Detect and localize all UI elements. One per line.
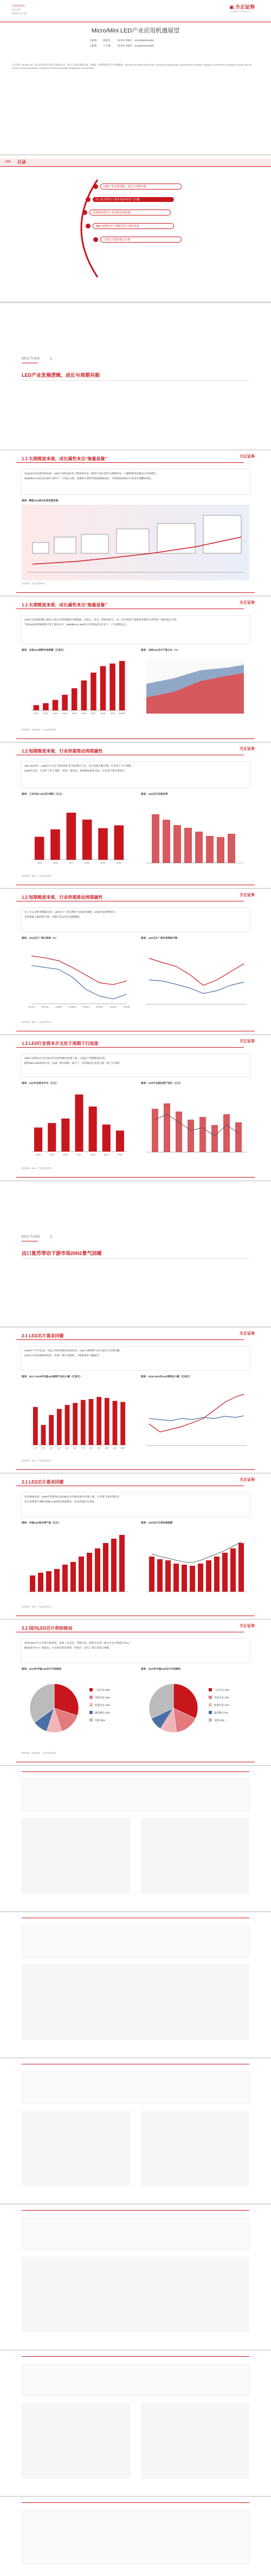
bullet-item: 存货周转天数持续下降，反映行业去库存进展顺利。 xyxy=(24,916,82,918)
bullet-box xyxy=(21,1346,250,1371)
bar xyxy=(48,1123,56,1152)
legend-label: 其他 35% xyxy=(95,1719,106,1722)
toc-list xyxy=(93,184,182,243)
text-block xyxy=(22,1925,249,1958)
chart-title: 图表：2017-2019年中国LED照明产品出口额（亿美元） xyxy=(22,1375,82,1378)
chart-title: 图表：2020年中国LED芯片市场格局 xyxy=(141,1668,181,1670)
tick-label: 2017Q1 xyxy=(28,1006,35,1008)
toc-bullet-icon xyxy=(86,224,91,228)
bar xyxy=(65,1405,70,1445)
brand-logo: 方正证券 xyxy=(240,747,255,751)
bullet-item: 当前LED照明渗透率已处于较高水平，Mini/Micro LED显示应用将成为行业下一个主要增长点。 xyxy=(24,623,128,626)
figure-block xyxy=(22,1964,249,2040)
tick-label: 2019 xyxy=(110,712,115,715)
industry: 电子行业 xyxy=(12,8,21,11)
tick-label: 2015 xyxy=(37,861,42,864)
chart-title: 图表：全球LED照明市场规模（亿美元） xyxy=(22,649,66,651)
legend-label: 其他 32% xyxy=(214,1719,225,1722)
bar xyxy=(113,1401,118,1445)
tick-label: 2017Q3 xyxy=(41,1006,49,1008)
tick-label: 2016 xyxy=(53,861,58,864)
toc-page xyxy=(0,155,271,302)
bullet-item: Mini/Micro LED 是LED行业的下一个成长主线，高端显示将带来海量像素需求，有望推动LED芯片需求实现翻倍增长。 xyxy=(24,477,154,480)
continuation-page xyxy=(0,2205,271,2350)
brand-logo: 方正证券 xyxy=(240,1624,255,1628)
legend-swatch xyxy=(209,1718,212,1722)
cover-bottom-area xyxy=(0,87,271,154)
section-divider xyxy=(22,380,249,381)
figure-block xyxy=(141,2110,249,2186)
toc-item[interactable] xyxy=(86,197,182,202)
bullet-item: LED行业资本开支在2017年达到高峰后持续下滑，目前处于周期底部区域。 xyxy=(24,1057,107,1060)
section-label: SECTION 1 xyxy=(22,357,53,361)
tick-label: 2020Q1 xyxy=(109,1006,117,1008)
slide-rule xyxy=(22,2210,249,2211)
tick-label: 7月 xyxy=(81,1447,85,1449)
legend-swatch xyxy=(89,1703,93,1707)
bar xyxy=(98,828,108,860)
toc-item-label: Mini LED带动产业链技术与格局变化 xyxy=(93,223,174,229)
slide-1-2b xyxy=(0,889,271,1034)
slide-1-2 xyxy=(0,743,271,888)
section-title: 出口复苏带动下游市场20H2景气回暖 xyxy=(22,1251,102,1256)
analyst-row: 分析师： 陈航杰 执业证书编号：S1220520010004 xyxy=(89,39,154,42)
slide-title: 2.1 LED芯片需求回暖 xyxy=(22,1479,63,1485)
timeline-diagram xyxy=(22,505,249,580)
tick-label: 8月 xyxy=(89,1447,93,1449)
slide-2-2 xyxy=(0,1620,271,1765)
chart-title: 图表：2019年中国LED芯片市场格局 xyxy=(22,1668,62,1670)
tick-label: 3月 xyxy=(49,1447,53,1449)
tick-label: 10月 xyxy=(105,1447,109,1449)
brand-logo: 方正证券 xyxy=(240,601,255,605)
brand-logo: ▣ 方正证券 FOUNDER SECURITIES xyxy=(229,4,255,12)
bar xyxy=(81,681,87,710)
bullet-item: 从上市公司财务数据来看，LED芯片厂商毛利率于2019年触底，2020年起逐季回升。 xyxy=(24,911,118,913)
tick-label: 2016 xyxy=(81,712,87,715)
slide-2-1 xyxy=(0,1328,271,1473)
bullet-item: 2020年以来，行业扩产趋于理性，部分厂商退出，供需格局逐步改善，行业景气度有望回升。 xyxy=(24,769,127,772)
tick-label: 2020 xyxy=(116,861,121,864)
bar xyxy=(105,1398,109,1445)
bullet-box xyxy=(21,907,250,932)
source-note: 资料来源：Wind，方正证券研究所 xyxy=(22,1460,51,1462)
slide-2-1b xyxy=(0,1474,271,1619)
text-block xyxy=(22,2071,249,2104)
slide-title: 1.2 短期维度来看，行业供需推动周期属性 xyxy=(22,894,102,900)
section-title: LED产业发展逻辑，成长与周期共振 xyxy=(22,372,100,378)
figure-block xyxy=(22,2257,249,2332)
section2-page xyxy=(0,1181,271,1326)
source-note: 资料来源：Wind，方正证券研究所 xyxy=(22,875,51,877)
bullet-item: 从价格端来看，2020年四季度以来LED芯片价格企稳并出现上涨，行业景气度显著回升。 xyxy=(24,1495,122,1498)
bar xyxy=(41,1425,46,1445)
text-block xyxy=(22,2218,249,2250)
tick-label: 2020E xyxy=(119,712,125,715)
tick-label: 2015 xyxy=(49,1153,55,1156)
footer-rule xyxy=(16,1177,255,1178)
bar xyxy=(114,825,124,860)
toc-item[interactable] xyxy=(82,210,182,215)
tick-label: 12月 xyxy=(120,1447,125,1449)
slide-rule xyxy=(22,1771,249,1772)
tick-label: 2018 xyxy=(85,861,90,864)
bar xyxy=(53,700,59,710)
analyst-list xyxy=(89,39,187,48)
tick-label: 2018 xyxy=(100,712,106,715)
cover-page xyxy=(0,0,271,154)
toc-item[interactable] xyxy=(86,223,182,229)
tick-label: 2020 xyxy=(117,1153,122,1156)
slide-title: 1.1 长期维度来看，成长属性来自“海量显像” xyxy=(22,456,107,462)
brand-logo: 方正证券 xyxy=(240,893,255,897)
continuation-page xyxy=(0,1766,271,1911)
tick-label: 6月 xyxy=(73,1447,77,1449)
legend-swatch xyxy=(209,1688,212,1691)
bar xyxy=(33,1407,38,1445)
bar xyxy=(34,705,40,710)
bar xyxy=(109,664,115,710)
bar xyxy=(67,813,76,860)
bullet-item: 国内LED芯片行业集中度较高，头部三安光电、华灿光电、乾照光电等厂商合计市占率超过70%。 xyxy=(24,1642,132,1644)
footer-rule xyxy=(16,592,255,593)
bar xyxy=(89,1107,97,1152)
source-note: 资料来源：Wind，方正证券研究所 xyxy=(22,1606,51,1608)
legend-label: 乾照光电 11% xyxy=(214,1704,229,1707)
tick-label: 2018Q3 xyxy=(69,1006,76,1008)
toc-bullet-icon xyxy=(86,197,91,202)
bullet-item: 显示屏领域小间距及Mini LED需求快速增长，拉动高端芯片需求。 xyxy=(24,1500,97,1503)
figure-block xyxy=(141,2403,249,2479)
toc-chevrons: >> xyxy=(5,159,11,164)
tick-label: 2019Q1 xyxy=(82,1006,89,1008)
brand-logo: 方正证券 xyxy=(240,455,255,459)
bar xyxy=(57,1409,62,1445)
footer-rule xyxy=(16,738,255,739)
section-label: SECTION 2 xyxy=(22,1235,53,1239)
bar xyxy=(96,1397,101,1445)
bullet-box xyxy=(21,1638,250,1663)
chart-title: 图表：全球LED芯片产能占比（%） xyxy=(141,649,180,651)
display-bar-chart xyxy=(22,1527,130,1600)
legend-swatch xyxy=(89,1718,93,1722)
chart-title: 图表：微型LED显示应用发展历程 xyxy=(22,499,59,502)
chart-title: 图表：LED芯片月度价格指数 xyxy=(141,1521,173,1524)
toc-item[interactable] xyxy=(93,237,182,243)
slide-title: 1.1 长期维度来看，成长属性来自“海量显像” xyxy=(22,602,107,608)
bullet-item: 2020年下半年以来，受益于海外疫情后需求复苏，LED下游照明与显示屏出口显著回暖。 xyxy=(24,1349,122,1352)
source-note: 资料来源：Wind，方正证券研究所 xyxy=(22,1021,51,1023)
chart-title: 图表：中国LED显示屏产值（亿元） xyxy=(22,1521,61,1524)
series-line xyxy=(31,956,127,985)
figure-block xyxy=(22,2110,130,2186)
legend-swatch xyxy=(89,1711,93,1714)
toc-item-label: LED产业发展逻辑、成长与周期共振 xyxy=(100,184,182,189)
footer-rule xyxy=(16,1469,255,1470)
bullet-item: 随着部分中小厂商退出，行业集中度有望进一步提升，龙头厂商议价能力增强。 xyxy=(24,1646,112,1649)
bar-chart xyxy=(22,654,130,719)
brand-logo: 方正证券 xyxy=(240,1039,255,1043)
tick-label: 2019Q3 xyxy=(96,1006,104,1008)
toc-bullet-icon xyxy=(82,210,87,215)
chart-title: 图表：LED行业资本开支（亿元） xyxy=(22,1082,59,1084)
toc-rule xyxy=(0,166,271,167)
bar xyxy=(43,703,49,710)
slide-rule xyxy=(22,2502,249,2503)
legend-label: 乾照光电 10% xyxy=(95,1704,111,1707)
bar xyxy=(82,820,92,860)
toc-item-label: 高端LED带动产业持续发展机遇 xyxy=(89,210,171,215)
tick-label: 2018 xyxy=(90,1153,95,1156)
bullet-item: 随着Mini LED需求启动，头部厂商开始新一轮扩产，有望推动行业进入新一轮上行周期。 xyxy=(24,1062,122,1064)
bullet-item: LED行业发展的核心驱动力来自应用领域的不断拓展，从指示、背光、照明到显示，每一次应用的大规模普及都为行业带来了新的成长空间。 xyxy=(24,618,179,621)
brand-logo: 方正证券 xyxy=(240,1332,255,1336)
tick-label: 2017 xyxy=(91,712,96,715)
slide-1-3 xyxy=(0,1035,271,1180)
bar xyxy=(119,661,125,710)
chart-title: 图表：LED芯片价格走势 xyxy=(141,793,168,795)
legend-label: 华灿光电 15% xyxy=(95,1696,111,1699)
bullet-box xyxy=(21,1054,250,1077)
legend-label: 三安光电 30% xyxy=(95,1689,111,1691)
continuation-page xyxy=(0,2351,271,2496)
toc-item-label: 主要公司投资机会分析 xyxy=(100,237,182,243)
bullet-box xyxy=(21,1492,250,1517)
bar xyxy=(102,1124,111,1152)
tick-label: 2020Q3 xyxy=(123,1006,130,1008)
continuation-page xyxy=(0,2497,271,2576)
source-note: 资料来源：LEDinside，方正证券研究所 xyxy=(22,729,56,731)
continuation-page xyxy=(0,2058,271,2204)
stacked-area-chart xyxy=(141,654,249,719)
text-block xyxy=(22,2510,249,2564)
tick-label: 2012 xyxy=(43,712,48,715)
company-disclaimer: 方正证券（601901.SH）是行业领先的大型综合类证券公司，致力于为客户提供交易、投融资、财富管理等全方位金融服务。Founder Securities (601901.SH), an industry-leading large comprehensive securities company, is committed to providing its clients with full services in stock transactions, investment & financing, wealth management, among others. xyxy=(12,64,251,69)
figure-block xyxy=(141,1818,249,1894)
report-type: 证券研究报告 xyxy=(12,4,25,7)
bar xyxy=(89,1399,94,1445)
bar-chart xyxy=(22,1087,130,1160)
bullet-box xyxy=(21,761,250,788)
tick-label: 2014 xyxy=(36,1153,41,1156)
line-chart xyxy=(22,942,130,1012)
legend-swatch xyxy=(89,1696,93,1699)
chart-title: 图表：LED行业固定资产变化（亿元） xyxy=(141,1082,183,1084)
toc-bullet-icon xyxy=(93,184,98,189)
chart-title: 图表：三安光电 LED芯片营收（亿元） xyxy=(22,793,64,795)
toc-bullet-icon xyxy=(93,237,98,242)
legend-label: 澳洋顺昌 10% xyxy=(95,1711,111,1714)
legend-swatch xyxy=(89,1688,93,1691)
brand-logo: 方正证券 xyxy=(240,1478,255,1482)
section1-page xyxy=(0,303,271,449)
bar xyxy=(50,829,60,860)
chart-title: 图表：LED芯片厂商存货周转天数 xyxy=(141,937,178,939)
bullet-box xyxy=(21,469,250,495)
bullet-box xyxy=(21,615,250,644)
tick-label: 2017 xyxy=(76,1153,82,1156)
price-index-chart xyxy=(141,1527,249,1600)
chart-title: 图表：2019-2020年LED照明出口额（亿美元） xyxy=(141,1375,192,1378)
bar xyxy=(100,666,106,710)
bar-chart xyxy=(22,798,130,868)
bar xyxy=(49,1415,54,1446)
slide-title: 2.2 国内LED芯片供给格局 xyxy=(22,1625,72,1631)
tick-label: 2016 xyxy=(63,1153,68,1156)
series-line xyxy=(31,965,127,999)
tick-label: 2011 xyxy=(34,712,39,715)
slide-1-1 xyxy=(0,450,271,596)
bullet-item: LED芯片需求端持续改善，头部厂商订单饱满，产能利用率大幅提升。 xyxy=(24,1354,102,1357)
figure-block xyxy=(22,2403,130,2479)
tick-label: 2017 xyxy=(68,861,74,864)
bar xyxy=(116,1130,124,1152)
tick-label: 2018Q1 xyxy=(55,1006,62,1008)
bar xyxy=(35,837,44,860)
fixed-asset-chart xyxy=(141,1087,249,1160)
bar xyxy=(72,688,78,710)
report-title: Micro/Mini LED产业应用机遇展望 xyxy=(91,28,180,34)
bar xyxy=(73,1403,78,1445)
tick-label: 9月 xyxy=(97,1447,101,1449)
tick-label: 5月 xyxy=(65,1447,69,1449)
legend-label: 华灿光电 16% xyxy=(214,1696,230,1699)
tick-label: 4月 xyxy=(57,1447,61,1449)
bar xyxy=(62,695,68,710)
tick-label: 1月 xyxy=(34,1447,37,1449)
source-note: 资料来源：方正证券研究所 xyxy=(22,583,46,585)
section-divider xyxy=(22,1258,249,1259)
figure-block xyxy=(22,1818,130,1894)
bar xyxy=(75,1095,83,1152)
tick-label: 2019 xyxy=(100,861,106,864)
text-block xyxy=(22,1779,249,1812)
bullet-item: 2017-2019年，LED芯片行业产能持续扩张导致供过于求，芯片价格大幅下降，行业进入下行周期。 xyxy=(24,764,133,767)
price-bar-chart xyxy=(141,798,249,868)
tick-label: 2019 xyxy=(104,1153,109,1156)
toc-header-band xyxy=(0,159,271,166)
toc-item-label: 出口复苏带动下游市场20H2景气回暖 xyxy=(93,197,174,202)
bar xyxy=(81,1400,86,1445)
tick-label: 11月 xyxy=(112,1447,118,1449)
toc-item[interactable] xyxy=(93,184,182,189)
inventory-line-chart xyxy=(141,942,249,1012)
slide-1-1b xyxy=(0,597,271,742)
tick-label: 2013 xyxy=(53,712,58,715)
source-note: 资料来源：Wind，方正证券研究所 xyxy=(22,1167,51,1169)
report-date: 2021年 3月 5日 xyxy=(12,12,27,15)
legend-swatch xyxy=(209,1703,212,1707)
text-block xyxy=(22,2364,249,2396)
source-note: 资料来源：LEDinside，方正证券研究所 xyxy=(22,1752,56,1754)
tick-label: 2月 xyxy=(41,1447,46,1449)
legend-swatch xyxy=(209,1711,212,1714)
slide-rule xyxy=(22,2356,249,2357)
bar xyxy=(61,1119,69,1152)
continuation-page xyxy=(0,1912,271,2057)
tick-label: 2014 xyxy=(62,712,68,715)
bar-chart xyxy=(22,1381,130,1454)
slide-title: 2.1 LED芯片需求回暖 xyxy=(22,1333,63,1339)
chart-title: 图表：LED芯片厂商毛利率（%） xyxy=(22,937,59,939)
bullet-item: 从LED行业发展历程来看：LED行业的成长性主要体现为每一阶段产品应用的大规模普及，大量新增需求推动行业高增长。 xyxy=(24,472,159,475)
bar xyxy=(120,1402,125,1445)
legend-label: 澳洋顺昌 9% xyxy=(214,1711,228,1714)
legend-swatch xyxy=(209,1696,212,1699)
legend-label: 三安光电 32% xyxy=(214,1689,230,1691)
slide-title: 1.2 短期维度来看，行业供需推动周期属性 xyxy=(22,748,102,754)
bar xyxy=(34,1128,42,1152)
analyst-row: 分析师： 马天翼 执业证书编号：S1220519110008 xyxy=(89,44,154,47)
bar xyxy=(91,672,96,710)
export-line-chart xyxy=(141,1381,249,1454)
pie-chart xyxy=(141,1673,249,1746)
slide-title: 1.3 LED行业资本开支处于周期下行底部 xyxy=(22,1041,98,1047)
tick-label: 2015 xyxy=(72,712,77,715)
pie-chart xyxy=(22,1673,130,1746)
toc-heading: 目录 xyxy=(17,160,26,165)
